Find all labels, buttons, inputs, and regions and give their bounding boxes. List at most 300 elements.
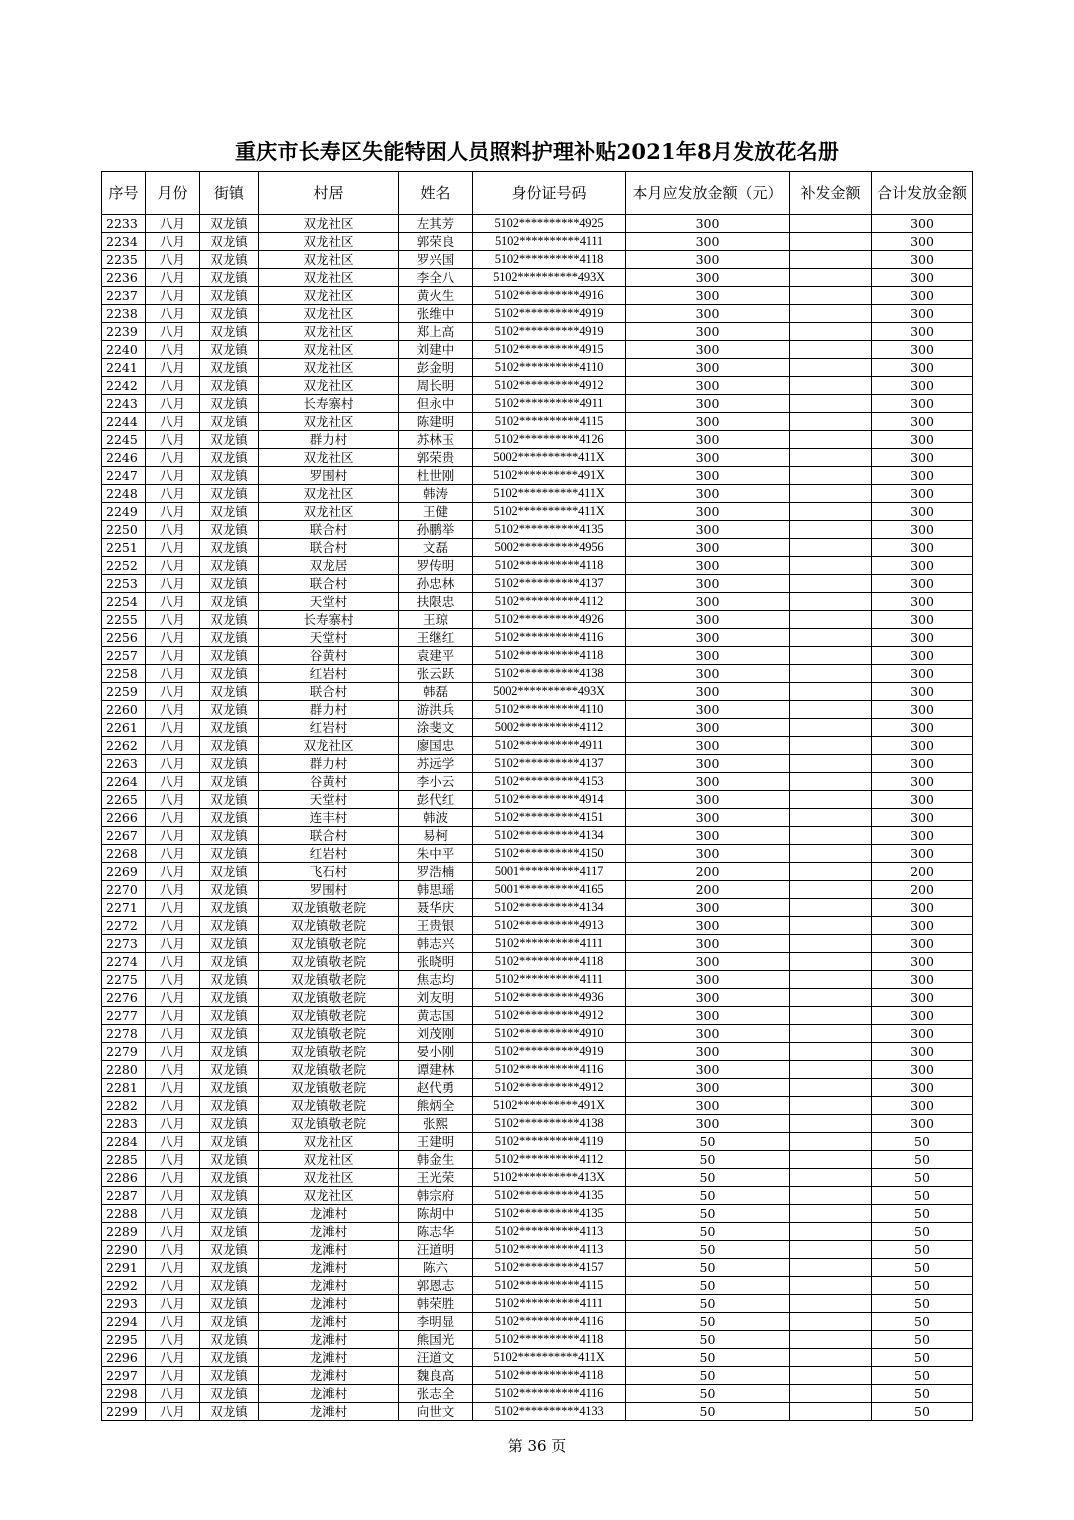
total-cell: 50 xyxy=(872,1187,973,1205)
amount-cell: 300 xyxy=(626,215,790,233)
amount-cell: 300 xyxy=(626,899,790,917)
name-cell: 扶限忠 xyxy=(399,593,473,611)
name-cell: 孙鹏举 xyxy=(399,521,473,539)
table-row xyxy=(102,287,973,305)
supplement-cell xyxy=(790,1385,872,1403)
id-number-cell: 5102**********4911 xyxy=(473,737,626,755)
amount-cell: 300 xyxy=(626,845,790,863)
table-row xyxy=(102,593,973,611)
id-number-cell: 5102**********491X xyxy=(473,1097,626,1115)
amount-cell: 300 xyxy=(626,557,790,575)
month-cell: 八月 xyxy=(146,701,200,719)
name-cell: 陈志华 xyxy=(399,1223,473,1241)
table-row xyxy=(102,629,973,647)
month-cell: 八月 xyxy=(146,269,200,287)
seq-cell: 2283 xyxy=(102,1115,146,1133)
month-cell: 八月 xyxy=(146,521,200,539)
id-number-cell: 5102**********4912 xyxy=(473,1007,626,1025)
month-cell: 八月 xyxy=(146,629,200,647)
month-cell: 八月 xyxy=(146,1223,200,1241)
month-cell: 八月 xyxy=(146,1403,200,1421)
supplement-cell xyxy=(790,755,872,773)
town-cell: 双龙镇 xyxy=(200,881,259,899)
month-cell: 八月 xyxy=(146,233,200,251)
supplement-cell xyxy=(790,557,872,575)
amount-cell: 50 xyxy=(626,1403,790,1421)
total-cell: 300 xyxy=(872,377,973,395)
total-cell: 300 xyxy=(872,323,973,341)
town-cell: 双龙镇 xyxy=(200,449,259,467)
amount-cell: 200 xyxy=(626,881,790,899)
table-row xyxy=(102,1241,973,1259)
id-number-cell: 5102**********4115 xyxy=(473,413,626,431)
village-cell: 连丰村 xyxy=(259,809,399,827)
id-number-cell: 5102**********4113 xyxy=(473,1241,626,1259)
supplement-cell xyxy=(790,629,872,647)
total-cell: 300 xyxy=(872,431,973,449)
amount-cell: 300 xyxy=(626,1097,790,1115)
supplement-cell xyxy=(790,1187,872,1205)
village-cell: 龙滩村 xyxy=(259,1295,399,1313)
total-cell: 300 xyxy=(872,1061,973,1079)
id-number-cell: 5102**********4118 xyxy=(473,1331,626,1349)
id-number-cell: 5001**********4117 xyxy=(473,863,626,881)
town-cell: 双龙镇 xyxy=(200,1169,259,1187)
name-cell: 陈胡中 xyxy=(399,1205,473,1223)
id-number-cell: 5102**********4116 xyxy=(473,1385,626,1403)
supplement-cell xyxy=(790,719,872,737)
supplement-cell xyxy=(790,539,872,557)
supplement-cell xyxy=(790,1169,872,1187)
town-cell: 双龙镇 xyxy=(200,503,259,521)
total-cell: 50 xyxy=(872,1277,973,1295)
name-cell: 涂斐文 xyxy=(399,719,473,737)
table-row xyxy=(102,539,973,557)
total-cell: 300 xyxy=(872,1115,973,1133)
table-row xyxy=(102,557,973,575)
name-cell: 张晓明 xyxy=(399,953,473,971)
village-cell: 双龙社区 xyxy=(259,449,399,467)
total-cell: 300 xyxy=(872,557,973,575)
village-cell: 双龙镇敬老院 xyxy=(259,1025,399,1043)
supplement-cell xyxy=(790,809,872,827)
amount-cell: 300 xyxy=(626,935,790,953)
total-cell: 50 xyxy=(872,1385,973,1403)
seq-cell: 2287 xyxy=(102,1187,146,1205)
amount-cell: 50 xyxy=(626,1169,790,1187)
name-cell: 罗浩楠 xyxy=(399,863,473,881)
seq-cell: 2254 xyxy=(102,593,146,611)
total-cell: 300 xyxy=(872,935,973,953)
supplement-cell xyxy=(790,1241,872,1259)
town-cell: 双龙镇 xyxy=(200,953,259,971)
town-cell: 双龙镇 xyxy=(200,1367,259,1385)
amount-cell: 50 xyxy=(626,1295,790,1313)
total-cell: 300 xyxy=(872,809,973,827)
seq-cell: 2258 xyxy=(102,665,146,683)
name-cell: 李小云 xyxy=(399,773,473,791)
month-cell: 八月 xyxy=(146,1187,200,1205)
supplement-cell xyxy=(790,845,872,863)
town-cell: 双龙镇 xyxy=(200,341,259,359)
town-cell: 双龙镇 xyxy=(200,737,259,755)
town-cell: 双龙镇 xyxy=(200,1025,259,1043)
table-row xyxy=(102,845,973,863)
town-cell: 双龙镇 xyxy=(200,647,259,665)
total-cell: 50 xyxy=(872,1403,973,1421)
total-cell: 300 xyxy=(872,521,973,539)
village-cell: 双龙镇敬老院 xyxy=(259,1097,399,1115)
id-number-cell: 5102**********4110 xyxy=(473,359,626,377)
name-cell: 晏小刚 xyxy=(399,1043,473,1061)
id-number-cell: 5102**********4133 xyxy=(473,1403,626,1421)
village-cell: 群力村 xyxy=(259,701,399,719)
town-cell: 双龙镇 xyxy=(200,305,259,323)
table-row xyxy=(102,449,973,467)
village-cell: 双龙社区 xyxy=(259,341,399,359)
seq-cell: 2267 xyxy=(102,827,146,845)
village-cell: 双龙社区 xyxy=(259,413,399,431)
town-cell: 双龙镇 xyxy=(200,557,259,575)
id-number-cell: 5002**********411X xyxy=(473,449,626,467)
amount-cell: 300 xyxy=(626,953,790,971)
town-cell: 双龙镇 xyxy=(200,287,259,305)
supplement-cell xyxy=(790,1223,872,1241)
month-cell: 八月 xyxy=(146,557,200,575)
amount-cell: 300 xyxy=(626,521,790,539)
village-cell: 双龙社区 xyxy=(259,215,399,233)
table-row xyxy=(102,359,973,377)
id-number-cell: 5102**********4115 xyxy=(473,1277,626,1295)
table-row xyxy=(102,323,973,341)
supplement-cell xyxy=(790,863,872,881)
amount-cell: 300 xyxy=(626,539,790,557)
id-number-cell: 5102**********4111 xyxy=(473,1295,626,1313)
month-cell: 八月 xyxy=(146,575,200,593)
name-cell: 彭金明 xyxy=(399,359,473,377)
town-cell: 双龙镇 xyxy=(200,1133,259,1151)
table-row xyxy=(102,647,973,665)
village-cell: 双龙社区 xyxy=(259,269,399,287)
town-cell: 双龙镇 xyxy=(200,1151,259,1169)
total-cell: 300 xyxy=(872,719,973,737)
total-cell: 300 xyxy=(872,269,973,287)
table-row xyxy=(102,503,973,521)
amount-cell: 300 xyxy=(626,323,790,341)
table-row xyxy=(102,773,973,791)
total-cell: 50 xyxy=(872,1151,973,1169)
table-row xyxy=(102,485,973,503)
town-cell: 双龙镇 xyxy=(200,485,259,503)
id-number-cell: 5102**********411X xyxy=(473,1349,626,1367)
supplement-cell xyxy=(790,935,872,953)
table-row xyxy=(102,1061,973,1079)
table-row xyxy=(102,1079,973,1097)
village-cell: 龙滩村 xyxy=(259,1241,399,1259)
month-cell: 八月 xyxy=(146,791,200,809)
town-cell: 双龙镇 xyxy=(200,629,259,647)
seq-cell: 2234 xyxy=(102,233,146,251)
village-cell: 双龙镇敬老院 xyxy=(259,1061,399,1079)
total-cell: 50 xyxy=(872,1241,973,1259)
seq-cell: 2273 xyxy=(102,935,146,953)
id-number-cell: 5102**********4118 xyxy=(473,251,626,269)
name-cell: 韩志兴 xyxy=(399,935,473,953)
table-row xyxy=(102,431,973,449)
town-cell: 双龙镇 xyxy=(200,809,259,827)
supplement-cell xyxy=(790,1133,872,1151)
seq-cell: 2250 xyxy=(102,521,146,539)
seq-cell: 2277 xyxy=(102,1007,146,1025)
month-cell: 八月 xyxy=(146,287,200,305)
supplement-cell xyxy=(790,287,872,305)
table-row xyxy=(102,1115,973,1133)
seq-cell: 2251 xyxy=(102,539,146,557)
total-cell: 300 xyxy=(872,701,973,719)
town-cell: 双龙镇 xyxy=(200,1259,259,1277)
village-cell: 双龙社区 xyxy=(259,287,399,305)
amount-cell: 300 xyxy=(626,719,790,737)
amount-cell: 50 xyxy=(626,1367,790,1385)
table-row xyxy=(102,1187,973,1205)
town-cell: 双龙镇 xyxy=(200,827,259,845)
name-cell: 张云跃 xyxy=(399,665,473,683)
village-cell: 双龙社区 xyxy=(259,323,399,341)
town-cell: 双龙镇 xyxy=(200,1097,259,1115)
name-cell: 焦志均 xyxy=(399,971,473,989)
name-cell: 郑上高 xyxy=(399,323,473,341)
table-row xyxy=(102,521,973,539)
id-number-cell: 5102**********4916 xyxy=(473,287,626,305)
total-cell: 300 xyxy=(872,1007,973,1025)
supplement-cell xyxy=(790,1205,872,1223)
village-cell: 双龙镇敬老院 xyxy=(259,899,399,917)
page-title: 重庆市长寿区失能特困人员照料护理补贴2021年8月发放花名册 xyxy=(234,139,840,164)
total-cell: 300 xyxy=(872,755,973,773)
amount-cell: 300 xyxy=(626,341,790,359)
name-cell: 袁建平 xyxy=(399,647,473,665)
village-cell: 龙滩村 xyxy=(259,1259,399,1277)
month-cell: 八月 xyxy=(146,971,200,989)
seq-cell: 2275 xyxy=(102,971,146,989)
page-number: 第 36 页 xyxy=(507,1437,567,1455)
total-cell: 300 xyxy=(872,971,973,989)
supplement-cell xyxy=(790,359,872,377)
village-cell: 龙滩村 xyxy=(259,1277,399,1295)
table-row xyxy=(102,377,973,395)
town-cell: 双龙镇 xyxy=(200,683,259,701)
supplement-cell xyxy=(790,647,872,665)
supplement-cell xyxy=(790,917,872,935)
table-row xyxy=(102,953,973,971)
supplement-cell xyxy=(790,431,872,449)
month-cell: 八月 xyxy=(146,359,200,377)
table-row xyxy=(102,1043,973,1061)
supplement-cell xyxy=(790,881,872,899)
id-number-cell: 5102**********4936 xyxy=(473,989,626,1007)
month-cell: 八月 xyxy=(146,899,200,917)
amount-cell: 300 xyxy=(626,989,790,1007)
town-cell: 双龙镇 xyxy=(200,1187,259,1205)
id-number-cell: 5102**********4135 xyxy=(473,1187,626,1205)
total-cell: 300 xyxy=(872,215,973,233)
month-cell: 八月 xyxy=(146,377,200,395)
amount-cell: 300 xyxy=(626,593,790,611)
amount-cell: 50 xyxy=(626,1349,790,1367)
table-row xyxy=(102,881,973,899)
seq-cell: 2280 xyxy=(102,1061,146,1079)
total-cell: 50 xyxy=(872,1349,973,1367)
total-cell: 300 xyxy=(872,989,973,1007)
name-cell: 易柯 xyxy=(399,827,473,845)
total-cell: 300 xyxy=(872,917,973,935)
table-row xyxy=(102,971,973,989)
month-cell: 八月 xyxy=(146,1205,200,1223)
name-cell: 王琼 xyxy=(399,611,473,629)
amount-cell: 300 xyxy=(626,701,790,719)
seq-cell: 2249 xyxy=(102,503,146,521)
village-cell: 联合村 xyxy=(259,539,399,557)
table-row xyxy=(102,737,973,755)
name-cell: 汪道文 xyxy=(399,1349,473,1367)
total-cell: 300 xyxy=(872,305,973,323)
id-number-cell: 5102**********4925 xyxy=(473,215,626,233)
total-cell: 300 xyxy=(872,251,973,269)
amount-cell: 50 xyxy=(626,1331,790,1349)
month-cell: 八月 xyxy=(146,467,200,485)
total-cell: 300 xyxy=(872,1025,973,1043)
total-cell: 300 xyxy=(872,1043,973,1061)
amount-cell: 300 xyxy=(626,431,790,449)
village-cell: 双龙镇敬老院 xyxy=(259,1043,399,1061)
seq-cell: 2295 xyxy=(102,1331,146,1349)
supplement-cell xyxy=(790,827,872,845)
seq-cell: 2240 xyxy=(102,341,146,359)
table-row xyxy=(102,1205,973,1223)
month-cell: 八月 xyxy=(146,611,200,629)
village-cell: 联合村 xyxy=(259,827,399,845)
month-cell: 八月 xyxy=(146,1169,200,1187)
month-cell: 八月 xyxy=(146,341,200,359)
town-cell: 双龙镇 xyxy=(200,1403,259,1421)
seq-cell: 2286 xyxy=(102,1169,146,1187)
id-number-cell: 5102**********4116 xyxy=(473,629,626,647)
village-cell: 双龙社区 xyxy=(259,1133,399,1151)
table-row xyxy=(102,665,973,683)
town-cell: 双龙镇 xyxy=(200,1277,259,1295)
amount-cell: 300 xyxy=(626,269,790,287)
supplement-cell xyxy=(790,1079,872,1097)
total-cell: 300 xyxy=(872,395,973,413)
supplement-cell xyxy=(790,665,872,683)
supplement-cell xyxy=(790,683,872,701)
name-cell: 汪道明 xyxy=(399,1241,473,1259)
seq-cell: 2288 xyxy=(102,1205,146,1223)
table-row xyxy=(102,305,973,323)
id-number-cell: 5102**********493X xyxy=(473,269,626,287)
amount-cell: 300 xyxy=(626,647,790,665)
id-number-cell: 5002**********493X xyxy=(473,683,626,701)
id-number-cell: 5102**********4118 xyxy=(473,557,626,575)
id-number-cell: 5102**********4157 xyxy=(473,1259,626,1277)
amount-cell: 300 xyxy=(626,395,790,413)
seq-cell: 2246 xyxy=(102,449,146,467)
total-cell: 300 xyxy=(872,647,973,665)
table-row xyxy=(102,899,973,917)
village-cell: 龙滩村 xyxy=(259,1403,399,1421)
name-cell: 李全八 xyxy=(399,269,473,287)
month-cell: 八月 xyxy=(146,827,200,845)
amount-cell: 300 xyxy=(626,683,790,701)
amount-cell: 300 xyxy=(626,773,790,791)
name-cell: 杜世刚 xyxy=(399,467,473,485)
col-header-name: 姓名 xyxy=(399,172,473,215)
amount-cell: 50 xyxy=(626,1313,790,1331)
seq-cell: 2262 xyxy=(102,737,146,755)
id-number-cell: 5102**********4919 xyxy=(473,323,626,341)
village-cell: 双龙镇敬老院 xyxy=(259,953,399,971)
supplement-cell xyxy=(790,251,872,269)
id-number-cell: 5102**********4926 xyxy=(473,611,626,629)
amount-cell: 50 xyxy=(626,1241,790,1259)
id-number-cell: 5002**********4112 xyxy=(473,719,626,737)
id-number-cell: 5102**********4919 xyxy=(473,305,626,323)
month-cell: 八月 xyxy=(146,251,200,269)
id-number-cell: 5102**********4138 xyxy=(473,1115,626,1133)
town-cell: 双龙镇 xyxy=(200,359,259,377)
total-cell: 50 xyxy=(872,1169,973,1187)
seq-cell: 2248 xyxy=(102,485,146,503)
town-cell: 双龙镇 xyxy=(200,863,259,881)
village-cell: 龙滩村 xyxy=(259,1385,399,1403)
month-cell: 八月 xyxy=(146,413,200,431)
month-cell: 八月 xyxy=(146,1385,200,1403)
table-body xyxy=(102,215,973,1421)
table-row xyxy=(102,575,973,593)
total-cell: 300 xyxy=(872,791,973,809)
town-cell: 双龙镇 xyxy=(200,917,259,935)
month-cell: 八月 xyxy=(146,1367,200,1385)
month-cell: 八月 xyxy=(146,593,200,611)
village-cell: 红岩村 xyxy=(259,845,399,863)
seq-cell: 2252 xyxy=(102,557,146,575)
supplement-cell xyxy=(790,395,872,413)
town-cell: 双龙镇 xyxy=(200,1385,259,1403)
total-cell: 50 xyxy=(872,1133,973,1151)
supplement-cell xyxy=(790,593,872,611)
amount-cell: 300 xyxy=(626,1115,790,1133)
name-cell: 游洪兵 xyxy=(399,701,473,719)
table-row xyxy=(102,1385,973,1403)
town-cell: 双龙镇 xyxy=(200,521,259,539)
month-cell: 八月 xyxy=(146,1277,200,1295)
seq-cell: 2236 xyxy=(102,269,146,287)
town-cell: 双龙镇 xyxy=(200,971,259,989)
supplement-cell xyxy=(790,305,872,323)
supplement-cell xyxy=(790,485,872,503)
village-cell: 罗围村 xyxy=(259,881,399,899)
name-cell: 韩涛 xyxy=(399,485,473,503)
total-cell: 300 xyxy=(872,1097,973,1115)
table-row xyxy=(102,755,973,773)
name-cell: 苏远学 xyxy=(399,755,473,773)
total-cell: 300 xyxy=(872,287,973,305)
supplement-cell xyxy=(790,1097,872,1115)
village-cell: 双龙社区 xyxy=(259,233,399,251)
col-header-month: 月份 xyxy=(146,172,200,215)
supplement-cell xyxy=(790,1349,872,1367)
seq-cell: 2257 xyxy=(102,647,146,665)
